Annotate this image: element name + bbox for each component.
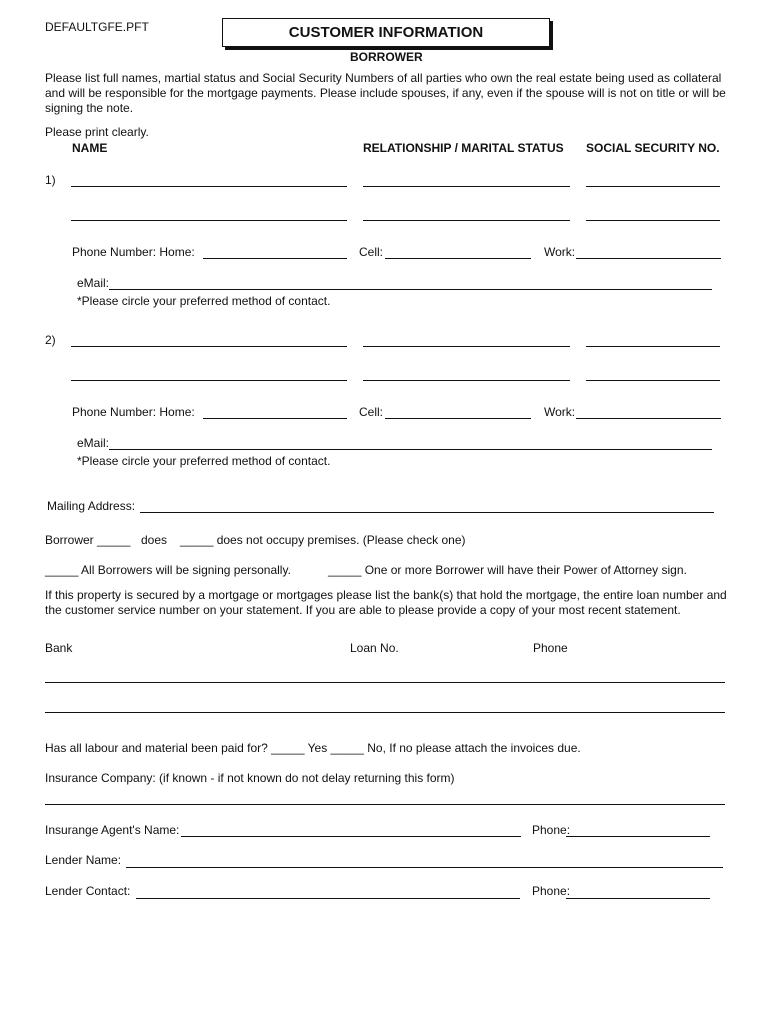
- borrower-1-ssn-field-2[interactable]: [586, 220, 720, 221]
- print-clearly-note: Please print clearly.: [45, 125, 149, 139]
- column-header-ssn: SOCIAL SECURITY NO.: [586, 141, 720, 155]
- borrower-2-ssn-field-2[interactable]: [586, 380, 720, 381]
- section-subtitle: BORROWER: [350, 50, 423, 64]
- borrower-1-number: 1): [45, 173, 56, 187]
- borrower-2-work-label: Work:: [544, 405, 576, 419]
- lender-contact-field[interactable]: [136, 898, 520, 899]
- signing-personally-option[interactable]: _____ All Borrowers will be signing personally.: [45, 563, 291, 577]
- borrower-1-phone-home-label: Phone Number: Home:: [72, 245, 195, 259]
- borrower-2-ssn-field[interactable]: [586, 346, 720, 347]
- lender-name-field[interactable]: [126, 867, 723, 868]
- occupancy-borrower[interactable]: Borrower _____: [45, 533, 131, 547]
- borrower-1-cell-field[interactable]: [385, 258, 531, 259]
- borrower-2-name-field[interactable]: [71, 346, 347, 347]
- borrower-2-number: 2): [45, 333, 56, 347]
- borrower-1-work-field[interactable]: [576, 258, 721, 259]
- borrower-1-name-field-2[interactable]: [71, 220, 347, 221]
- occupancy-does-not[interactable]: _____ does not occupy premises. (Please check one): [180, 533, 466, 547]
- occupancy-does: does: [141, 533, 168, 547]
- borrower-1-ssn-field[interactable]: [586, 186, 720, 187]
- bank-entry-field-1[interactable]: [45, 682, 725, 683]
- borrower-1-cell-label: Cell:: [359, 245, 384, 259]
- loan-no-column-label: Loan No.: [350, 641, 399, 655]
- lender-contact-label: Lender Contact:: [45, 884, 131, 898]
- insurance-company-field[interactable]: [45, 804, 725, 805]
- agent-phone-label: Phone:: [532, 823, 571, 837]
- borrower-2-phone-home-label: Phone Number: Home:: [72, 405, 195, 419]
- borrower-1-name-field[interactable]: [71, 186, 347, 187]
- borrower-2-cell-field[interactable]: [385, 418, 531, 419]
- bank-entry-field-2[interactable]: [45, 712, 725, 713]
- lender-name-label: Lender Name:: [45, 853, 122, 867]
- bank-column-label: Bank: [45, 641, 73, 655]
- borrower-2-contact-note: *Please circle your preferred method of contact.: [77, 454, 331, 468]
- borrower-2-cell-label: Cell:: [359, 405, 384, 419]
- borrower-1-phone-home-field[interactable]: [203, 258, 347, 259]
- mortgage-note: If this property is secured by a mortgage or mortgages please list the bank(s) that hold the mortgage, the entire loan number and the customer service number on your statement. If you are able to please provide a copy of your most recent statement.: [45, 588, 727, 617]
- column-header-name: NAME: [72, 141, 108, 155]
- agent-phone-field[interactable]: [566, 836, 710, 837]
- borrower-2-relationship-field-2[interactable]: [363, 380, 570, 381]
- insurance-company-label: Insurance Company: (if known - if not known do not delay returning this form): [45, 771, 455, 785]
- borrower-2-name-field-2[interactable]: [71, 380, 347, 381]
- borrower-1-relationship-field[interactable]: [363, 186, 570, 187]
- intro-paragraph: Please list full names, martial status and Social Security Numbers of all parties who own the real estate being used as collateral and will be responsible for the mortgage payments. Please include spouses, if any, even if the spouse will is not on title or will be signing the note.: [45, 71, 726, 115]
- signing-poa-option[interactable]: _____ One or more Borrower will have their Power of Attorney sign.: [328, 563, 687, 577]
- borrower-1-work-label: Work:: [544, 245, 576, 259]
- borrower-1-relationship-field-2[interactable]: [363, 220, 570, 221]
- page-title: CUSTOMER INFORMATION: [222, 18, 550, 47]
- labour-question[interactable]: Has all labour and material been paid for? _____ Yes _____ No, If no please attach the invoices due.: [45, 741, 581, 755]
- borrower-1-email-field[interactable]: [109, 289, 712, 290]
- borrower-2-relationship-field[interactable]: [363, 346, 570, 347]
- borrower-2-email-field[interactable]: [109, 449, 712, 450]
- borrower-1-email-label: eMail:: [77, 276, 110, 290]
- lender-phone-label: Phone:: [532, 884, 571, 898]
- column-header-relationship: RELATIONSHIP / MARITAL STATUS: [363, 141, 564, 155]
- lender-phone-field[interactable]: [566, 898, 710, 899]
- borrower-2-work-field[interactable]: [576, 418, 721, 419]
- mailing-address-label: Mailing Address:: [47, 499, 136, 513]
- bank-phone-column-label: Phone: [533, 641, 568, 655]
- mailing-address-field[interactable]: [140, 512, 714, 513]
- borrower-1-contact-note: *Please circle your preferred method of contact.: [77, 294, 331, 308]
- insurance-agent-label: Insurange Agent's Name:: [45, 823, 180, 837]
- insurance-agent-field[interactable]: [181, 836, 521, 837]
- borrower-2-email-label: eMail:: [77, 436, 110, 450]
- borrower-2-phone-home-field[interactable]: [203, 418, 347, 419]
- form-id: DEFAULTGFE.PFT: [45, 20, 149, 34]
